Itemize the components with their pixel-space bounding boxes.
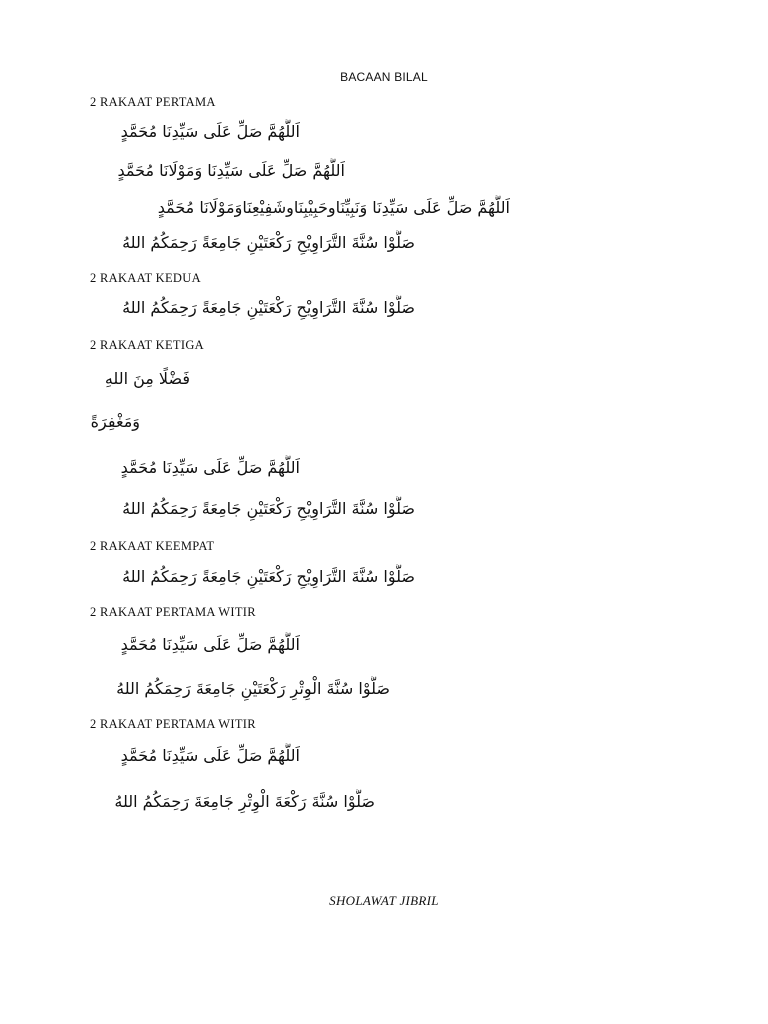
arabic-line: وَمَغْفِرَةً (90, 412, 140, 431)
arabic-line: صَلُّوْا سُنَّةَ التَّرَاوِيْحِ رَكْعَتَيْنِ جَامِعَةً رَحِمَكُمُ اللهُ (122, 567, 415, 586)
document-title: BACAAN BILAL (340, 70, 428, 84)
arabic-line: صَلُّوْا سُنَّةَ الْوِتْرِ رَكْعَتَيْنِ جَامِعَةَ رَحِمَكُمُ اللهُ (116, 679, 390, 698)
arabic-line: صَلُّوْا سُنَّةَ التَّرَاوِيْحِ رَكْعَتَيْنِ جَامِعَةً رَحِمَكُمُ اللهُ (122, 233, 415, 252)
footer-title: SHOLAWAT JIBRIL (329, 893, 439, 908)
section-heading-rakaat-keempat: 2 RAKAAT KEEMPAT (90, 539, 215, 553)
arabic-line: فَضْلًا مِنَ اللهِ (104, 369, 190, 388)
arabic-line: صَلُّوْا سُنَّةَ رَكْعَةَ الْوِتْرِ جَامِعَةَ رَحِمَكُمُ اللهُ (114, 792, 375, 811)
arabic-line: اَللَّهُمَّ صَلِّ عَلَى سَيِّدِنَا مُحَمَّدٍ (120, 458, 300, 477)
section-heading-rakaat-pertama-witir: 2 RAKAAT PERTAMA WITIR (90, 605, 256, 619)
section-heading-rakaat-ketiga: 2 RAKAAT KETIGA (90, 338, 204, 352)
arabic-line: اَللَّهُمَّ صَلِّ عَلَى سَيِّدِنَا مُحَمَّدٍ (120, 122, 300, 141)
arabic-line: اَللَّهُمَّ صَلِّ عَلَى سَيِّدِنَا مُحَمَّدٍ (120, 635, 300, 654)
section-heading-rakaat-pertama: 2 RAKAAT PERTAMA (90, 95, 216, 109)
arabic-line: اَللَّهُمَّ صَلِّ عَلَى سَيِّدِنَا وَنَبِيِّنَاوحَبِيْبِنَاوشَفِيْعِنَاوَمَوْلَانَا مُحَمَّدٍ (157, 198, 510, 217)
section-heading-rakaat-kedua: 2 RAKAAT KEDUA (90, 271, 201, 285)
arabic-line: صَلُّوْا سُنَّةَ التَّرَاوِيْحِ رَكْعَتَيْنِ جَامِعَةً رَحِمَكُمُ اللهُ (122, 298, 415, 317)
arabic-line: اَللَّهُمَّ صَلِّ عَلَى سَيِّدِنَا وَمَوْلَانَا مُحَمَّدٍ (117, 161, 345, 180)
arabic-line: اَللَّهُمَّ صَلِّ عَلَى سَيِّدِنَا مُحَمَّدٍ (120, 746, 300, 765)
arabic-line: صَلُّوْا سُنَّةَ التَّرَاوِيْحِ رَكْعَتَيْنِ جَامِعَةً رَحِمَكُمُ اللهُ (122, 499, 415, 518)
section-heading-rakaat-pertama-witir: 2 RAKAAT PERTAMA WITIR (90, 717, 256, 731)
